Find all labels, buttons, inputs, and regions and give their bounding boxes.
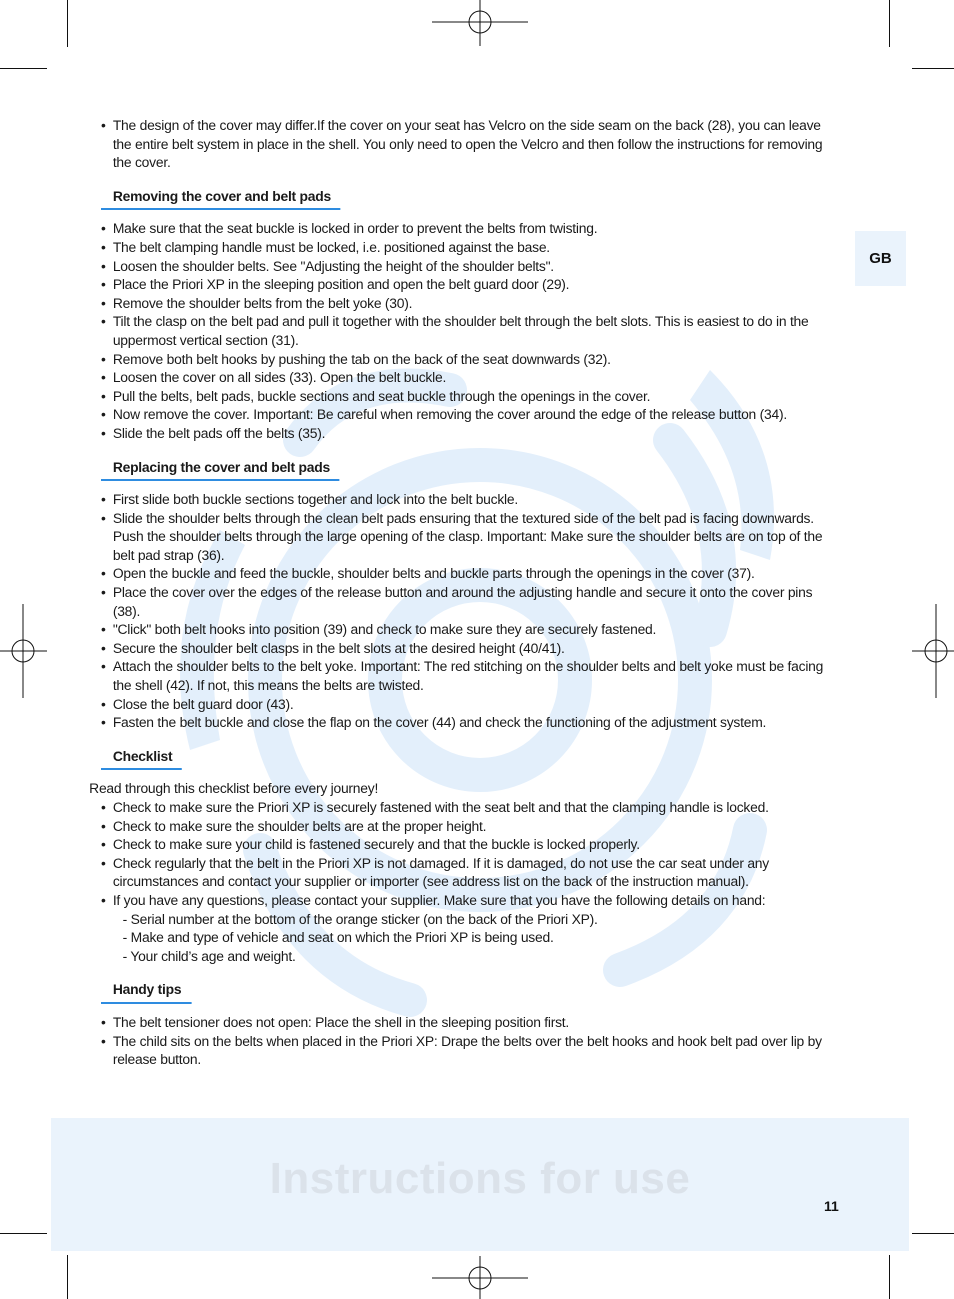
list-item: • Secure the shoulder belt clasps in the belt slots at the desired height (40/41). (101, 639, 840, 658)
list-item: • Check regularly that the belt in the Priori XP is not damaged. If it is damaged, do not use the car seat under any circumstances and contact your supplier or importer (see address list on the back of the instruction manual). (101, 854, 840, 891)
crop-mark (889, 0, 890, 47)
registration-mark-bottom (432, 1256, 528, 1299)
intro (101, 116, 840, 172)
list-item: • Tilt the clasp on the belt pad and pull it together with the shoulder belt through the belt slots. This is easiest to do in the uppermost vertical section (31). (101, 312, 840, 349)
section-removing (101, 172, 840, 443)
list-item: • Pull the belts, belt pads, buckle sections and seat buckle through the openings in the cover. (101, 387, 840, 406)
section-heading: Replacing the cover and belt pads (101, 458, 340, 482)
section-replacing (101, 443, 840, 732)
registration-mark-top (432, 0, 528, 46)
list-item: • If you have any questions, please contact your supplier. Make sure that you have the following details on hand: (101, 891, 840, 910)
list-item: • The design of the cover may differ.If the cover on your seat has Velcro on the side seam on the back (28), you can leave the entire belt system in place in the shell. You only need to open the Velcro and then follow the instructions for removing the cover. (101, 116, 840, 172)
list-item: • Make sure that the seat buckle is locked in order to prevent the belts from twisting. (101, 219, 840, 238)
language-tab: GB (855, 231, 906, 286)
page-number: 11 (824, 1198, 839, 1214)
list-item: • Fasten the belt buckle and close the flap on the cover (44) and check the functioning of the adjustment system. (101, 713, 840, 732)
crop-mark (67, 1255, 68, 1299)
list-item: • Close the belt guard door (43). (101, 695, 840, 714)
crop-mark (67, 0, 68, 47)
list-item: • First slide both buckle sections together and lock into the belt buckle. (101, 490, 840, 509)
list-item: • Place the Priori XP in the sleeping position and open the belt guard door (29). (101, 275, 840, 294)
list-item: • "Click" both belt hooks into position (39) and check to make sure they are securely fastened. (101, 620, 840, 639)
checklist-lead: Read through this checklist before every journey! (89, 780, 379, 797)
document-body (89, 116, 840, 1069)
list-item: • Check to make sure your child is fastened securely and that the buckle is locked properly. (101, 835, 840, 854)
list-item: • Attach the shoulder belts to the belt yoke. Important: The red stitching on the shoulder belts and belt yoke must be facing the shell (42). If not, this means the belts are twisted. (101, 657, 840, 694)
footer-band (51, 1118, 909, 1251)
list-item: • Slide the shoulder belts through the clean belt pads ensuring that the textured side of the belt pad is facing downwards. Push the shoulder belts through the large opening of the clasp. Important: Make sure the shoulder belts are on top of the belt pad strap (36). (101, 509, 840, 565)
section-heading: Handy tips (101, 980, 191, 1004)
crop-mark (0, 1233, 47, 1234)
crop-mark (912, 68, 954, 69)
list-item: • Loosen the cover on all sides (33). Open the belt buckle. (101, 368, 840, 387)
section-heading: Checklist (101, 747, 182, 771)
crop-mark (912, 1233, 954, 1234)
list-item: • The child sits on the belts when placed in the Priori XP: Drape the belts over the belt hooks and hook belt pad over lip by release button. (101, 1032, 840, 1069)
list-item: • Open the buckle and feed the buckle, shoulder belts and buckle parts through the openings in the cover (37). (101, 564, 840, 583)
list-item: • Slide the belt pads off the belts (35). (101, 424, 840, 443)
crop-mark (889, 1255, 890, 1299)
sub-item: - Serial number at the bottom of the orange sticker (on the back of the Priori XP). (122, 910, 598, 927)
list-item: • Loosen the shoulder belts. See "Adjusting the height of the shoulder belts". (101, 257, 840, 276)
section-checklist (89, 732, 840, 966)
registration-mark-left (0, 604, 47, 698)
list-item: • The belt tensioner does not open: Place the shell in the sleeping position first. (101, 1013, 840, 1032)
list-item: • Remove both belt hooks by pushing the tab on the back of the seat downwards (32). (101, 350, 840, 369)
list-item: • Check to make sure the Priori XP is securely fastened with the seat belt and that the clamping handle is locked. (101, 798, 840, 817)
list-item: • Place the cover over the edges of the release button and around the adjusting handle and secure it onto the cover pins (38). (101, 583, 840, 620)
registration-mark-right (912, 604, 954, 698)
section-handy-tips (101, 965, 840, 1068)
crop-mark (0, 68, 47, 69)
sub-item: - Your child’s age and weight. (122, 947, 296, 964)
list-item: • Check to make sure the shoulder belts are at the proper height. (101, 817, 840, 836)
list-item: • Now remove the cover. Important: Be careful when removing the cover around the edge of the release button (34). (101, 405, 840, 424)
list-item: • Remove the shoulder belts from the belt yoke (30). (101, 294, 840, 313)
section-heading: Removing the cover and belt pads (101, 187, 341, 211)
list-item: • The belt clamping handle must be locked, i.e. positioned against the base. (101, 238, 840, 257)
footer-title: Instructions for use (269, 1154, 691, 1203)
sub-item: - Make and type of vehicle and seat on which the Priori XP is being used. (122, 929, 554, 946)
